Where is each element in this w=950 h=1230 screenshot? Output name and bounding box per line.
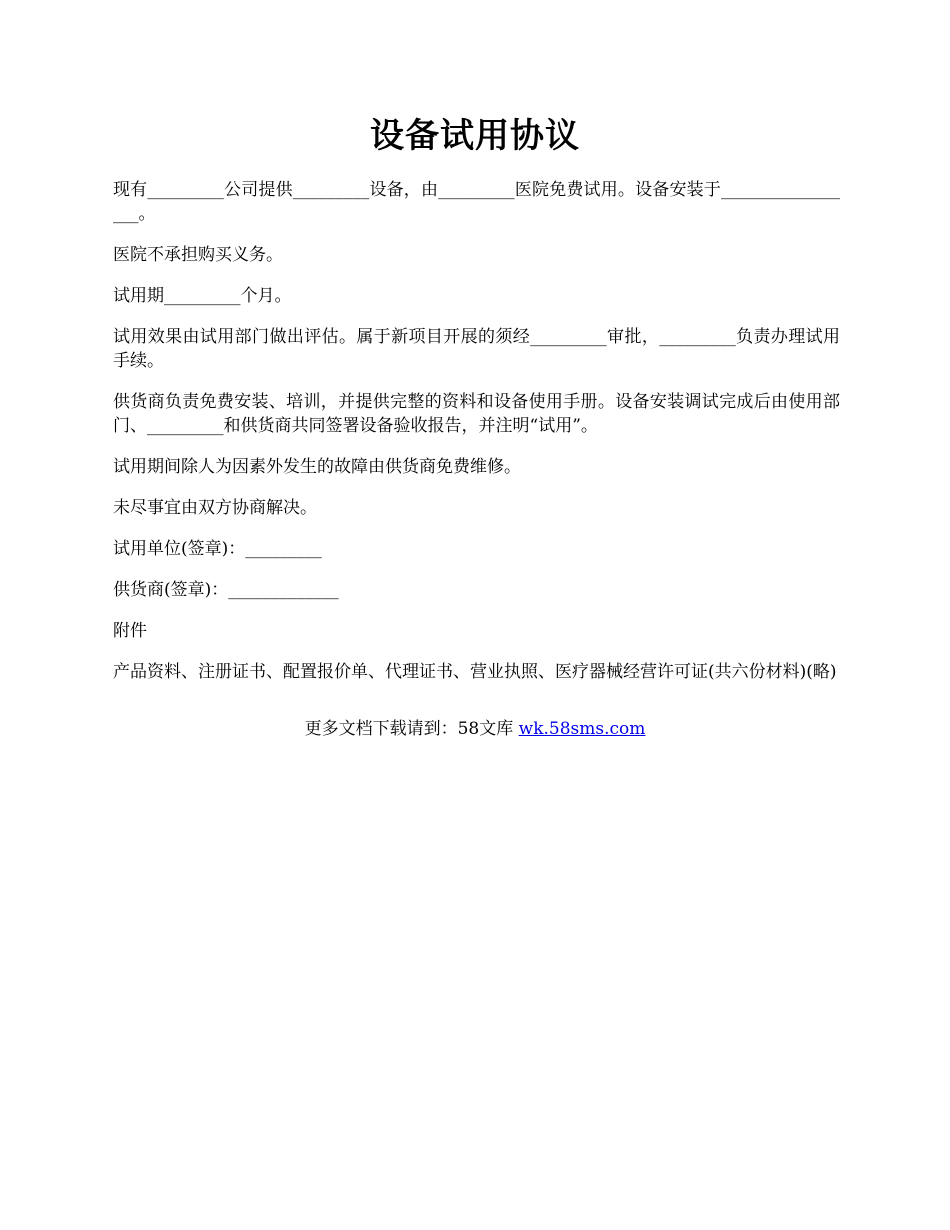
signature-trial-unit: 试用单位(签章)：_________ [113,539,322,559]
document-body [113,178,840,701]
document-title: 设备试用协议 [370,116,580,156]
footer-text: 更多文档下载请到：58文库 [304,719,519,739]
download-footer [0,717,950,741]
paragraph-trial-period: 试用期_________个月。 [113,286,292,306]
attachment-list: 产品资料、注册证书、配置报价单、代理证书、营业执照、医疗器械经营许可证(共六份材料)(略) [113,662,837,682]
signature-supplier: 供货商(签章)：_____________ [113,580,339,600]
footer-link[interactable]: wk.58sms.com [518,719,646,739]
paragraph-maintenance: 试用期间除人为因素外发生的故障由供货商免费维修。 [113,457,521,477]
paragraph-installation-training: 供货商负责免费安装、培训，并提供完整的资料和设备使用手册。设备安装调试完成后由使用部门、_________和供货商共同签署设备验收报告，并注明“试用”。 [113,392,840,436]
paragraph-no-purchase-obligation: 医院不承担购买义务。 [113,245,283,265]
paragraph-trial-parties: 现有_________公司提供_________设备，由_________医院免费试用。设备安装于_________________。 [113,180,840,224]
paragraph-evaluation: 试用效果由试用部门做出评估。属于新项目开展的须经_________审批，_________负责办理试用手续。 [113,327,840,371]
attachment-heading: 附件 [113,621,147,641]
paragraph-unresolved-matters: 未尽事宜由双方协商解决。 [113,498,317,518]
